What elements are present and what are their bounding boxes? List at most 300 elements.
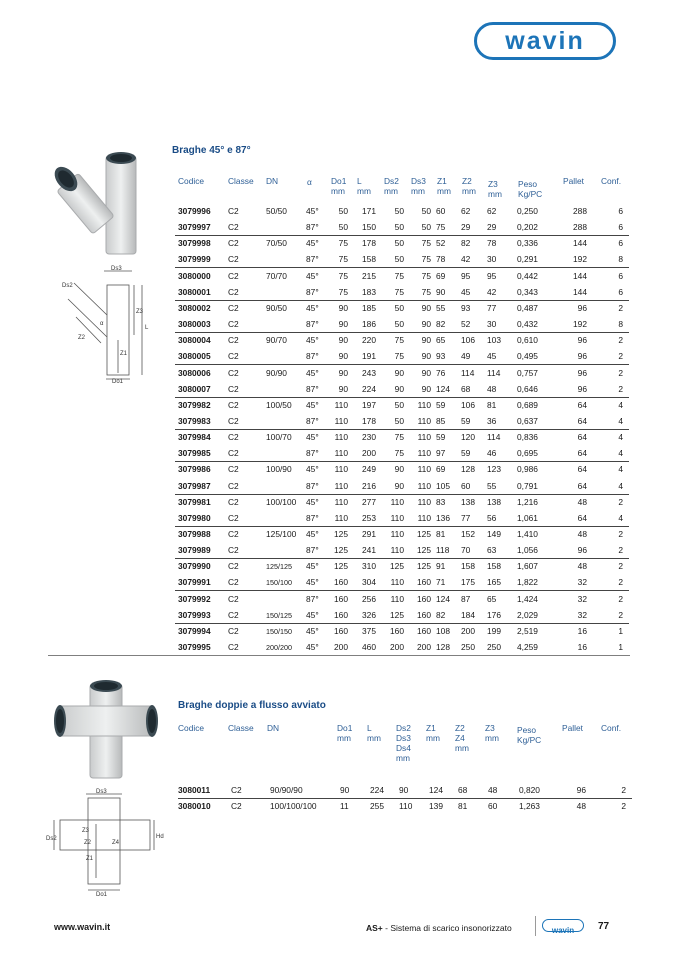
cell: 50	[394, 206, 404, 216]
table-row	[175, 397, 629, 413]
hdr2-peso: Peso Kg/PC	[517, 725, 542, 745]
cell: 45	[461, 286, 471, 297]
cell: 59	[436, 432, 446, 443]
cell: C2	[228, 415, 239, 426]
cell: 90	[338, 383, 348, 394]
cell: C2	[231, 785, 242, 795]
page-number: 77	[598, 921, 610, 932]
hdr2-classe: Classe	[228, 723, 254, 733]
cell: 105	[436, 480, 450, 491]
cell: 59	[461, 448, 471, 459]
cell: 52	[436, 238, 446, 249]
cell: 158	[461, 561, 475, 572]
cell: 0,291	[517, 254, 538, 265]
cell: 0,432	[517, 319, 538, 330]
label2-z2: Z2	[84, 840, 92, 846]
table-row	[175, 332, 629, 348]
cell: 160	[390, 625, 404, 636]
cell: 3080006	[178, 367, 211, 378]
table-row	[175, 494, 629, 510]
cell: 110	[417, 399, 431, 410]
hdr-z2: Z2 mm	[462, 176, 476, 196]
cell: 52	[461, 319, 471, 330]
cell: 108	[436, 625, 450, 636]
cell: 110	[334, 432, 348, 443]
cell: 75	[338, 270, 348, 281]
cell: 158	[362, 254, 376, 265]
cell: 2	[618, 609, 623, 620]
cell: 110	[417, 448, 431, 459]
cell: 160	[334, 593, 348, 604]
cell: C2	[228, 270, 239, 281]
cell: 82	[436, 319, 446, 330]
cell: 128	[436, 642, 450, 653]
cell: 192	[573, 254, 587, 265]
cell: C2	[228, 625, 239, 636]
cell: 62	[461, 206, 471, 216]
cell: 110	[390, 512, 404, 523]
cell: C2	[228, 238, 239, 249]
cell: 110	[417, 415, 431, 426]
table-row	[175, 558, 629, 574]
cell: 90	[421, 351, 431, 362]
cell: C2	[228, 399, 239, 410]
cell: 0,250	[517, 206, 538, 216]
hdr-z1: Z1 mm	[437, 176, 451, 196]
cell: 2,029	[517, 609, 538, 620]
cell: 124	[436, 593, 450, 604]
cell: 95	[487, 270, 497, 281]
table-row	[175, 623, 629, 639]
hdr2-ds: Ds2 Ds3 Ds4 mm	[396, 723, 411, 763]
cell: 250	[487, 642, 501, 653]
cell: 220	[362, 335, 376, 346]
cell: 77	[487, 302, 497, 313]
cell: 1	[618, 642, 623, 653]
label2-hd: Hd	[156, 834, 164, 840]
cell: 90/70	[266, 335, 287, 346]
table-row	[175, 203, 629, 219]
label-l: L	[145, 325, 149, 331]
cell: 3079981	[178, 496, 211, 507]
cell: 124	[436, 383, 450, 394]
cell: 0,646	[517, 383, 538, 394]
cell: 4	[618, 399, 623, 410]
cell: 90	[421, 335, 431, 346]
cell: 75	[421, 254, 431, 265]
cell: 118	[436, 545, 450, 556]
cell: 1,056	[517, 545, 538, 556]
cell: 224	[370, 785, 384, 795]
cell: 2	[618, 545, 623, 556]
technical-drawing-y-branch	[56, 265, 156, 383]
cell: 87°	[306, 593, 319, 604]
cell: C2	[228, 609, 239, 620]
cell: 100/90	[266, 464, 292, 475]
cell: 45°	[306, 496, 319, 507]
cell: 90	[394, 464, 404, 475]
cell: 75	[394, 335, 404, 346]
cell: C2	[228, 512, 239, 523]
table-row	[175, 348, 629, 365]
cell: 110	[334, 464, 348, 475]
cell: 75	[421, 270, 431, 281]
cell: 2	[618, 593, 623, 604]
cell: 90	[338, 367, 348, 378]
cell: C2	[228, 367, 239, 378]
cell: 138	[487, 496, 501, 507]
cell: 2	[618, 577, 623, 588]
cell: 81	[436, 529, 446, 539]
cell: 29	[461, 222, 471, 233]
cell: 249	[362, 464, 376, 475]
table-row	[175, 429, 629, 445]
cell: C2	[228, 593, 239, 604]
hdr-do1: Do1 mm	[331, 176, 347, 196]
cell: 87°	[306, 448, 319, 459]
cell: 125	[390, 561, 404, 572]
cell: 100/50	[266, 399, 292, 410]
cell: 0,689	[517, 399, 538, 410]
cell: 76	[436, 367, 446, 378]
table-row	[175, 526, 629, 542]
section2-title: Braghe doppie a flusso avviato	[178, 700, 326, 711]
cell: C2	[228, 302, 239, 313]
cell: 8	[618, 254, 623, 265]
cell: 56	[487, 512, 497, 523]
cell: 42	[487, 286, 497, 297]
cell: 48	[577, 529, 587, 539]
cell: 82	[461, 238, 471, 249]
hdr2-do1: Do1 mm	[337, 723, 353, 743]
cell: 65	[487, 593, 497, 604]
cell: 0,757	[517, 367, 538, 378]
cell: 304	[362, 577, 376, 588]
cell: 288	[573, 206, 587, 216]
footer-logo: wavin	[542, 919, 584, 932]
cell: 50	[338, 222, 348, 233]
cell: 114	[487, 432, 501, 443]
table-row	[175, 591, 629, 607]
footer-divider	[535, 916, 536, 936]
table-row	[175, 284, 629, 301]
cell: 90	[394, 480, 404, 491]
cell: 87°	[306, 319, 319, 330]
cell: 110	[390, 496, 404, 507]
cell: 55	[487, 480, 497, 491]
cell: 110	[417, 496, 431, 507]
wavin-logo	[474, 22, 616, 60]
cell: 160	[417, 593, 431, 604]
cell: 45°	[306, 206, 319, 216]
cell: C2	[228, 351, 239, 362]
table-row	[175, 413, 629, 430]
hdr2-codice: Codice	[178, 723, 205, 733]
table-row	[175, 478, 629, 495]
cell: C2	[228, 383, 239, 394]
table-row	[178, 782, 632, 799]
cell: 149	[487, 529, 501, 539]
cell: 90/90/90	[270, 785, 303, 795]
cell: 70/50	[266, 238, 287, 249]
cell: 75	[338, 286, 348, 297]
cell: C2	[228, 561, 239, 572]
table-row	[175, 510, 629, 527]
cell: 4	[618, 415, 623, 426]
cell: 3080010	[178, 801, 211, 811]
footer-url[interactable]: www.wavin.it	[54, 922, 111, 932]
cell: 75	[338, 254, 348, 265]
cell: 125	[334, 529, 348, 539]
cell: 241	[362, 545, 376, 556]
cell: 90	[436, 286, 446, 297]
cell: 6	[618, 206, 623, 216]
hdr2-z3: Z3 mm	[485, 723, 499, 743]
cell: 69	[436, 464, 446, 475]
cell: 230	[362, 432, 376, 443]
cell: 4	[618, 448, 623, 459]
hdr2-z2: Z2 Z4 mm	[455, 723, 469, 753]
cell: 70/70	[266, 270, 287, 281]
cell: 186	[362, 319, 376, 330]
cell: 96	[577, 335, 587, 346]
cell: 106	[461, 399, 475, 410]
cell: 125	[334, 561, 348, 572]
hdr-ds2: Ds2 mm	[384, 176, 399, 196]
cell: 45°	[306, 529, 319, 539]
cell: 110	[390, 529, 404, 539]
cell: 64	[577, 399, 587, 410]
hdr-peso: Peso Kg/PC	[518, 179, 543, 199]
cell: 87°	[306, 286, 319, 297]
cell: 0,442	[517, 270, 538, 281]
cell: 200	[334, 642, 348, 653]
cell: 0,202	[517, 222, 538, 233]
cell: 200/200	[266, 643, 292, 653]
cell: 183	[362, 286, 376, 297]
cell: 50	[421, 206, 431, 216]
cell: 110	[334, 415, 348, 426]
cell: 160	[334, 625, 348, 636]
cell: 50	[394, 415, 404, 426]
cell: 326	[362, 609, 376, 620]
cell: 3080001	[178, 286, 211, 297]
cell: 1,216	[517, 496, 538, 507]
cell: 291	[362, 529, 376, 539]
product-photo-y-branch	[48, 146, 148, 258]
cell: 165	[487, 577, 501, 588]
table-row	[175, 235, 629, 251]
hdr-pallet: Pallet	[563, 176, 584, 186]
cell: 0,343	[517, 286, 538, 297]
cell: 224	[362, 383, 376, 394]
label-ds3: Ds3	[111, 266, 122, 272]
cell: 1,410	[517, 529, 538, 539]
cell: 3079994	[178, 625, 211, 636]
cell: 77	[461, 512, 471, 523]
cell: 96	[576, 785, 586, 795]
cell: 50	[394, 238, 404, 249]
cell: 95	[461, 270, 471, 281]
cell: 64	[577, 480, 587, 491]
cell: 90	[421, 319, 431, 330]
cell: 0,487	[517, 302, 538, 313]
cell: 250	[461, 642, 475, 653]
cell: 85	[436, 415, 446, 426]
cell: 50	[338, 206, 348, 216]
cell: 50	[394, 222, 404, 233]
cell: 75	[436, 222, 446, 233]
label2-z3: Z3	[82, 828, 90, 834]
cell: 64	[577, 448, 587, 459]
footer-series: AS+ - Sistema di scarico insonorizzato	[366, 923, 512, 933]
cell: 176	[487, 609, 501, 620]
cell: C2	[228, 529, 239, 539]
cell: 97	[436, 448, 446, 459]
cell: 69	[436, 270, 446, 281]
cell: 63	[487, 545, 497, 556]
cell: 2	[618, 496, 623, 507]
cell: 150/125	[266, 610, 292, 620]
label2-ds3: Ds3	[96, 789, 107, 795]
cell: 78	[436, 254, 446, 265]
cell: 75	[394, 448, 404, 459]
cell: 3079989	[178, 545, 211, 556]
hdr-z3: Z3 mm	[488, 179, 502, 199]
table-row	[175, 268, 629, 284]
cell: 87°	[306, 351, 319, 362]
cell: 110	[334, 399, 348, 410]
hdr-dn: DN	[266, 176, 279, 186]
cell: 100/70	[266, 432, 292, 443]
label2-do1: Do1	[96, 892, 108, 898]
cell: 50	[394, 399, 404, 410]
cell: C2	[228, 577, 239, 588]
cell: 11	[340, 801, 349, 811]
cell: 45°	[306, 399, 319, 410]
cell: 45°	[306, 432, 319, 443]
cell: 90	[394, 367, 404, 378]
cell: 90	[338, 319, 348, 330]
cell: 45°	[306, 609, 319, 620]
cell: 2	[618, 367, 623, 378]
cell: 96	[577, 302, 587, 313]
cell: 90/90	[266, 367, 287, 378]
cell: C2	[228, 642, 239, 653]
cell: 45°	[306, 561, 319, 572]
label2-z1: Z1	[86, 856, 94, 862]
cell: 160	[334, 609, 348, 620]
cell: 3079998	[178, 238, 211, 249]
cell: 100/100	[266, 496, 297, 507]
cell: 160	[417, 577, 431, 588]
cell: 87	[461, 593, 471, 604]
cell: 125/125	[266, 562, 292, 572]
cell: 87°	[306, 480, 319, 491]
cell: 125	[417, 529, 431, 539]
cell: 160	[417, 609, 431, 620]
cell: 124	[429, 785, 443, 795]
cell: 138	[461, 496, 475, 507]
logo-text: wavin	[505, 26, 585, 55]
cell: 106	[461, 335, 475, 346]
hdr2-conf: Conf.	[601, 723, 622, 733]
cell: 6	[618, 286, 623, 297]
cell: 45°	[306, 335, 319, 346]
table-row	[175, 607, 629, 624]
cell: 60	[436, 206, 446, 216]
cell: 120	[461, 432, 475, 443]
cell: 110	[417, 480, 431, 491]
cell: 70	[461, 545, 471, 556]
cell: 1,607	[517, 561, 538, 572]
cell: 4	[618, 464, 623, 475]
cell: 90	[421, 383, 431, 394]
cell: 81	[487, 399, 497, 410]
hdr2-l: L mm	[367, 723, 381, 743]
cell: 90	[394, 383, 404, 394]
cell: 110	[399, 801, 413, 811]
cell: 68	[458, 785, 468, 795]
cell: 45°	[306, 302, 319, 313]
cell: 50/50	[266, 206, 287, 216]
cell: 200	[390, 642, 404, 653]
cell: 3079988	[178, 529, 211, 539]
cell: 110	[390, 577, 404, 588]
cell: 59	[461, 415, 471, 426]
cell: 3079999	[178, 254, 211, 265]
cell: 90/50	[266, 302, 287, 313]
cell: 48	[488, 785, 498, 795]
cell: 3079992	[178, 593, 211, 604]
cell: 110	[334, 512, 348, 523]
cell: 55	[436, 302, 446, 313]
label2-ds2: Ds2	[46, 836, 57, 842]
cell: 96	[577, 545, 587, 556]
hdr-codice: Codice	[178, 176, 205, 186]
cell: 87°	[306, 383, 319, 394]
cell: C2	[231, 801, 242, 811]
label-do1: Do1	[112, 379, 124, 383]
cell: 125	[334, 545, 348, 556]
cell: 50	[394, 302, 404, 313]
cell: 45°	[306, 238, 319, 249]
cell: 36	[487, 415, 497, 426]
cell: 46	[487, 448, 497, 459]
cell: C2	[228, 480, 239, 491]
cell: 45	[487, 351, 497, 362]
cell: 0,791	[517, 480, 538, 491]
cell: 48	[577, 496, 587, 507]
cell: 197	[362, 399, 376, 410]
cell: 3079993	[178, 609, 211, 620]
cell: 90	[338, 302, 348, 313]
cell: 3079991	[178, 577, 211, 588]
cell: 48	[576, 801, 586, 811]
section-divider	[48, 655, 630, 656]
cell: 4	[618, 432, 623, 443]
cell: 0,820	[519, 785, 540, 795]
product-photo-double-branch	[50, 676, 162, 780]
cell: C2	[228, 206, 239, 216]
cell: 60	[488, 801, 498, 811]
cell: 90	[399, 785, 409, 795]
cell: 171	[362, 206, 376, 216]
cell: 4	[618, 512, 623, 523]
section1-title: Braghe 45° e 87°	[172, 145, 251, 156]
cell: 160	[334, 577, 348, 588]
table-row	[178, 798, 632, 814]
